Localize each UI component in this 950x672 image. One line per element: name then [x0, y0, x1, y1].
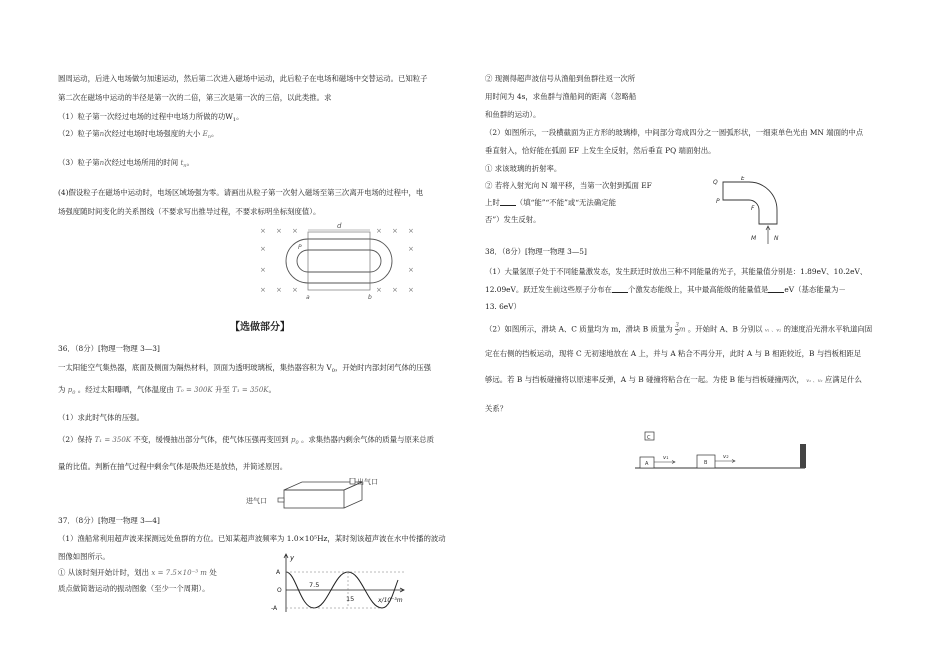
particle-track-inner [297, 250, 381, 272]
problem-38-line-7: 关系？ [485, 404, 508, 413]
block-a-label: A [645, 461, 649, 467]
svg-text:×: × [392, 227, 398, 235]
svg-text:×: × [292, 227, 298, 235]
svg-text:×: × [376, 286, 382, 294]
intro-line-1: 圆周运动，后进入电场做匀加速运动，然后第二次进入磁场中运动，此后粒子在电场和磁场中交替运动。已知粒子 [58, 74, 428, 83]
problem-37-q1-line-2: 质点做简谐运动的振动图象（至少一个周期）。 [58, 584, 210, 593]
svg-text:×: × [260, 227, 266, 235]
field-diagram [258, 222, 423, 302]
q-label: Q [713, 179, 718, 186]
svg-text:×: × [408, 245, 414, 253]
tick-7-5: 7.5 [309, 581, 320, 589]
block-b-label: B [704, 460, 708, 466]
mass-fraction: $\frac{3}{2}$ [675, 322, 679, 337]
b-label: b [368, 294, 372, 301]
section-title: 【选做部分】 [230, 322, 290, 333]
question-3: （3）粒子第n次经过电场所用的时间 $t_n$。 [58, 158, 194, 169]
problem-37-part2-q2-line-2: 上时 （填“能”“不能”或“无法确定能 [485, 198, 616, 207]
intro-line-2: 第二次在磁场中运动的半径是第一次的二倍，第三次是第一次的三倍，以此类推。求 [58, 93, 332, 102]
svg-text:×: × [408, 266, 414, 274]
problem-37-part2-q2-line-3: 否”）发生反射。 [485, 215, 541, 224]
wave-graph [266, 552, 416, 614]
blocks-diagram [635, 430, 815, 472]
f-label: F [751, 205, 755, 212]
question-4-line-2: 场强度随时间变化的关系图线（不要求写出推导过程，不要求标明坐标刻度值）。 [58, 207, 321, 216]
problem-38-line-1: （1）大量氢原子处于不同能量激发态，发生跃迁时放出三种不同能量的光子，其能量值分别是：1.89eV、10.2eV、 [485, 267, 868, 276]
problem-36-line-1: 一太阳能空气集热器，底面及侧面为隔热材料，顶面为透明玻璃板，集热器容积为 $V_0$，开始时内部封闭气体的压强 [58, 363, 432, 374]
problem-37-q2-line-3: 和鱼群的运动）。 [485, 110, 541, 119]
inlet-pipe [278, 498, 284, 502]
problem-37-q2-line-1: ② 现测得超声波信号从渔船到鱼群往返一次所 [485, 74, 636, 83]
e-label: E [741, 176, 745, 182]
neg-amplitude-label: -A [271, 605, 278, 612]
problem-36-q2-line-2: 量的比值。判断在抽气过程中剩余气体是吸热还是放热，并简述原因。 [58, 462, 288, 471]
d-label: d [337, 222, 342, 230]
outlet-pipe [350, 478, 355, 484]
problem-37-part2-line-1: （2）如图所示，一段横截面为正方形的玻璃棒，中间部分弯成四分之一圆弧形状，一细束单色光由 MN 端面的中点 [485, 128, 864, 137]
v2-label: v₂ [723, 454, 729, 460]
m-label: M [751, 235, 757, 242]
blank-level-count [612, 284, 628, 293]
problem-37-part2-line-2: 垂直射入，恰好能在弧面 EF 上发生全反射，然后垂直 PQ 端面射出。 [485, 146, 716, 155]
amplitude-label: A [276, 569, 281, 576]
problem-37-line-1: （1）渔船常利用超声波来探测远处鱼群的方位。已知某超声波频率为 1.0×10⁵Hz，某时刻该超声波在水中传播的波动 [58, 534, 446, 543]
problem-38-header: 38．（8分）[物理一物理 3—5] [485, 247, 587, 256]
problem-37-part2-q1: ① 求该玻璃的折射率。 [485, 164, 562, 173]
problem-38-line-6: 够远。若 B 与挡板碰撞将以原速率反弹，A 与 B 碰撞将粘合在一起。为使 B 能与挡板碰撞两次， v₁ 、v₂ 应满足什么 [485, 375, 862, 384]
particle-track-outer [286, 239, 392, 283]
problem-37-header: 37．（8分）[物理一物理 3—4] [58, 516, 160, 525]
inlet-label: 进气口 [246, 497, 267, 505]
problem-38-line-2: 12.09eV。跃迁发生前这些原子分布在 个激发态能级上，其中最高能级的能量值是 eV（基态能量为－ [485, 285, 846, 294]
outlet-label: 出气口 [357, 478, 378, 486]
svg-text:×: × [276, 286, 282, 294]
answer-blank [500, 197, 516, 206]
p-point-label: P [716, 198, 720, 205]
problem-36-q2: （2）保持 T₁ = 350K 不变，缓慢抽出部分气体，使气体压强再变回到 $p_0$ 。求集热器内剩余气体的质量与原来总质 [58, 435, 435, 446]
y-axis-label: y [290, 554, 295, 562]
p-label: P [298, 244, 302, 251]
electric-field-region [308, 232, 370, 290]
magnetic-field-crosses [260, 227, 414, 294]
svg-text:×: × [276, 227, 282, 235]
question-2: （2）粒子第n次经过电场时电场强度的大小 $E_n$。 [58, 129, 219, 140]
problem-37-q1: ① 从该时刻开始计时，划出 x = 7.5×10⁻³ m 处 [58, 568, 217, 577]
problem-37-q2-line-2: 用时间为 4s，求鱼群与渔船间的距离（忽略船 [485, 92, 637, 101]
problem-36-line-2: 为 $p_0$ 。经过太阳曝晒，气体温度由 T₀ = 300K 升至 T₁ = 350K。 [58, 385, 276, 396]
problem-36-header: 36．（8分）[物理一物理 3—3] [58, 344, 160, 353]
x-axis-label: x/10⁻³m [378, 597, 403, 604]
problem-37-line-2: 图像如图所示。 [58, 552, 110, 561]
v1-label: v₁ [663, 455, 669, 461]
problem-37-part2-q2-line-1: ② 若将入射光向 N 端平移，当第一次射到弧面 EF [485, 181, 652, 190]
collector-diagram [246, 478, 406, 514]
glass-rod-outline [723, 182, 777, 224]
problem-38-line-4: （2）如图所示，滑块 A、C 质量均为 m，滑块 B 质量为 $\frac{3}{2}$ m 。开始时 A、B 分别以 v₁ 、v₂ 的速度沿光滑水平轨道向固 [485, 322, 873, 337]
svg-text:×: × [260, 266, 266, 274]
blank-energy [768, 284, 784, 293]
block-c-label: C [647, 435, 651, 441]
svg-text:×: × [408, 286, 414, 294]
svg-text:×: × [260, 245, 266, 253]
a-label: a [306, 294, 310, 301]
question-1: （1）粒子第一次经过电场的过程中电场力所做的功$W_1$。 [58, 112, 244, 123]
problem-36-q1: （1）求此时气体的压强。 [58, 413, 145, 422]
tick-15: 15 [346, 595, 355, 603]
problem-38-line-3: 13. 6eV） [485, 302, 521, 311]
svg-text:×: × [392, 286, 398, 294]
svg-text:×: × [376, 227, 382, 235]
problem-38-line-5: 定在右侧的挡板运动，现将 C 无初速地放在 A 上，并与 A 粘合不再分开，此时 A 与 B 相距较近，B 与挡板相距足 [485, 349, 862, 358]
origin-label: O [277, 587, 282, 594]
svg-text:×: × [408, 227, 414, 235]
svg-text:×: × [260, 286, 266, 294]
glass-rod-diagram [713, 176, 785, 246]
wall-barrier [800, 444, 806, 468]
question-4-line-1: (4)假设粒子在磁场中运动时，电场区域场强为零。请画出从粒子第一次射入磁场至第三次离开电场的过程中，电 [58, 188, 424, 197]
n-label: N [774, 235, 779, 242]
svg-text:×: × [292, 286, 298, 294]
